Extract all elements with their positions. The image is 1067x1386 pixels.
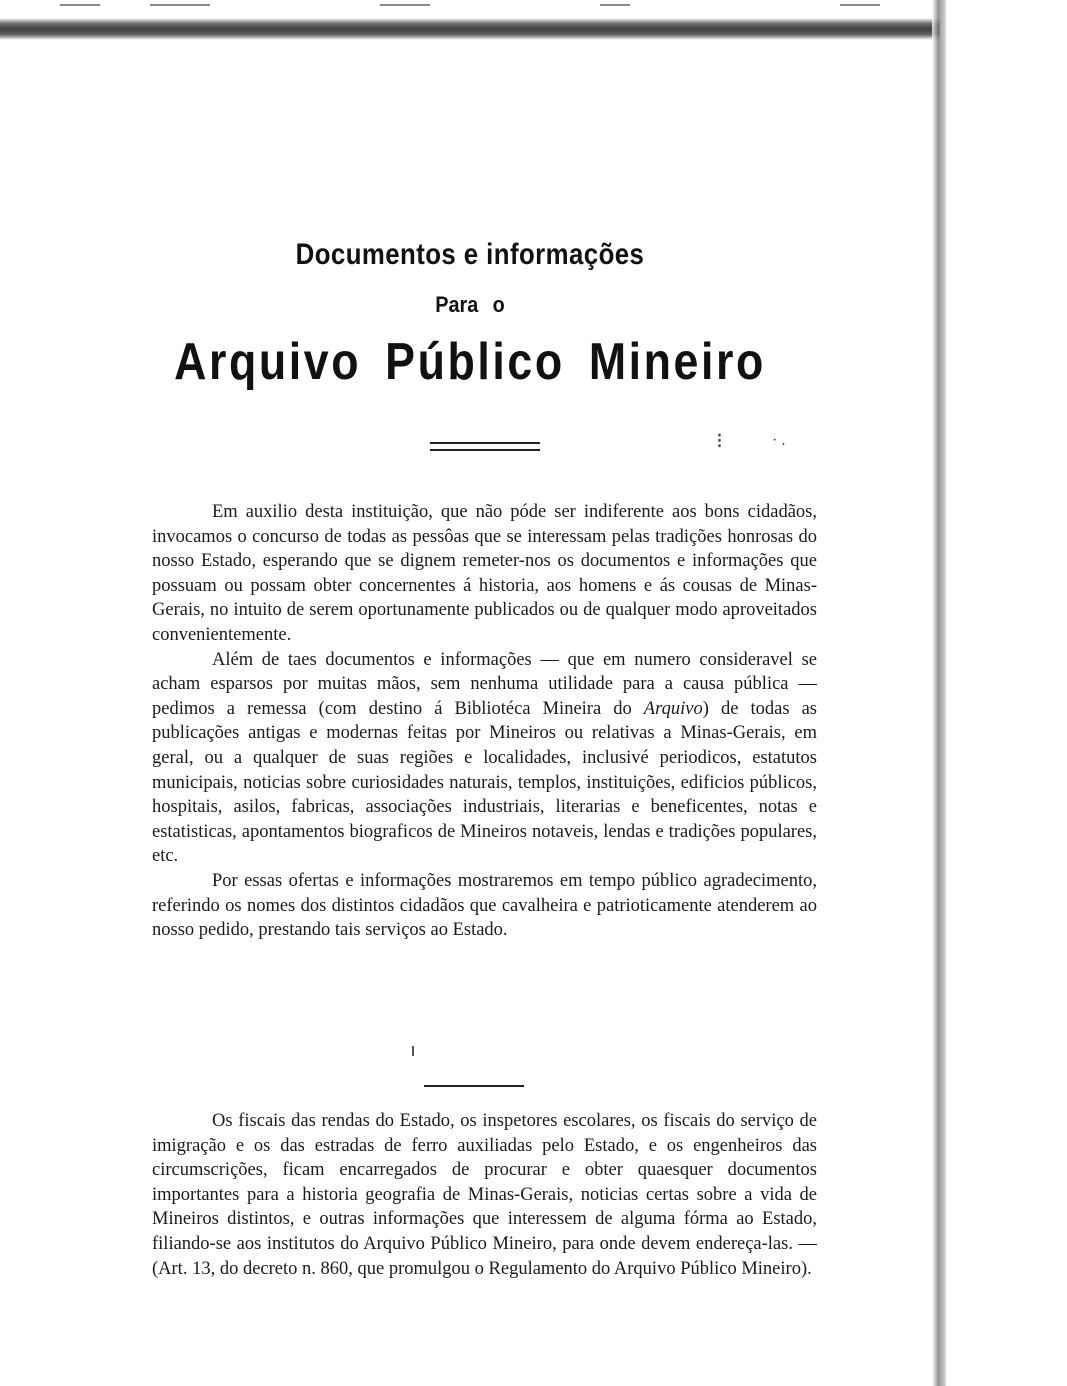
heading-word-mineiro: Mineiro: [588, 333, 766, 391]
scan-top-edge-shadow: [0, 18, 940, 40]
scan-right-edge-shadow: [932, 0, 946, 1386]
stray-mark: ⁝: [716, 428, 723, 453]
paragraph-fiscais: Os fiscais das rendas do Estado, os inspetores escolares, os fiscais do serviço de imigração e os das estradas de ferro auxiliadas pelo Estado, e os engenheiros das circumscrições, ficam encarregados de procurar e obter quaesquer documentos importantes para a historia geografia de Minas-Gerais, noticias certas sobre a vida de Mineiros distintos, e outras informações que interessem de alguma fórma ao Estado, filiando-se aos institutos do Arquivo Público Mineiro, para onde devem endereça-las. — (Art. 13, do decreto n. 860, que promulgou o Regulamento do Arquivo Público Mineiro).: [152, 1111, 817, 1279]
stray-mark: · .: [772, 432, 786, 449]
scan-dash-mark: [60, 4, 100, 6]
heading-para: Para: [435, 292, 479, 317]
paragraph-auxilio: Em auxilio desta instituição, que não póde ser indiferente aos bons cidadãos, invocamos o concurso de todas as pessôas que se interessam pelas tradições honrosas do nosso Estado, esperando que se dignem remeter-nos os documentos e informações que possuam ou possam obter concernentes á historia, aos homens e ás cousas de Minas-Gerais, no intuito de serem oportunamente publicados ou de qualquer modo aproveitados convenientemente.: [152, 502, 817, 645]
scan-dash-mark: [600, 4, 630, 6]
scan-left-smudge: [4, 56, 18, 76]
paragraph-alem: [152, 648, 817, 869]
heading-word-arquivo: Arquivo: [174, 333, 362, 391]
heading-word-publico: Público: [385, 333, 565, 391]
paragraph-alem-italic: Arquivo: [643, 698, 703, 719]
single-rule-divider: [424, 1085, 524, 1087]
scan-dash-mark: [380, 4, 430, 6]
paragraph-alem-start: Além de taes documentos e informações — que em numero consideravel se acham esparsos por muitas mãos, sem nenhuma utilidade para a causa pública — pedimos a remessa (com destino á Bibliotéca Mineira do: [152, 649, 817, 719]
decree-text: [152, 1109, 817, 1281]
heading-o: o: [492, 292, 505, 317]
paragraph-ofertas: Por essas ofertas e informações mostraremos em tempo público agradecimento, referindo os nomes dos distintos cidadãos que cavalheira e patrioticamente atenderem ao nosso pedido, prestando tais serviços ao Estado.: [152, 870, 817, 941]
double-rule-divider: [430, 442, 540, 451]
heading-documentos: Documentos e informações: [295, 238, 645, 271]
heading-para-o: [47, 292, 893, 318]
heading-arquivo-publico-mineiro: [66, 332, 874, 392]
stray-tick-mark: [412, 1046, 414, 1056]
appeal-text: [152, 500, 817, 943]
scan-dash-mark: [150, 4, 210, 6]
scan-dash-mark: [840, 4, 880, 6]
paragraph-alem-end: ) de todas as publicações antigas e modernas feitas por Mineiros ou relativas a Minas-Gerais, em geral, ou a qualquer de suas regiões e localidades, inclusivé periodicos, estatutos municipais, noticias sobre curiosidades naturais, templos, instituições, edificios públicos, hospitais, asilos, fabricas, associações industriais, literarias e beneficentes, notas e estatisticas, apontamentos biograficos de Mineiros notaveis, lendas e tradições populares, etc.: [152, 698, 817, 867]
